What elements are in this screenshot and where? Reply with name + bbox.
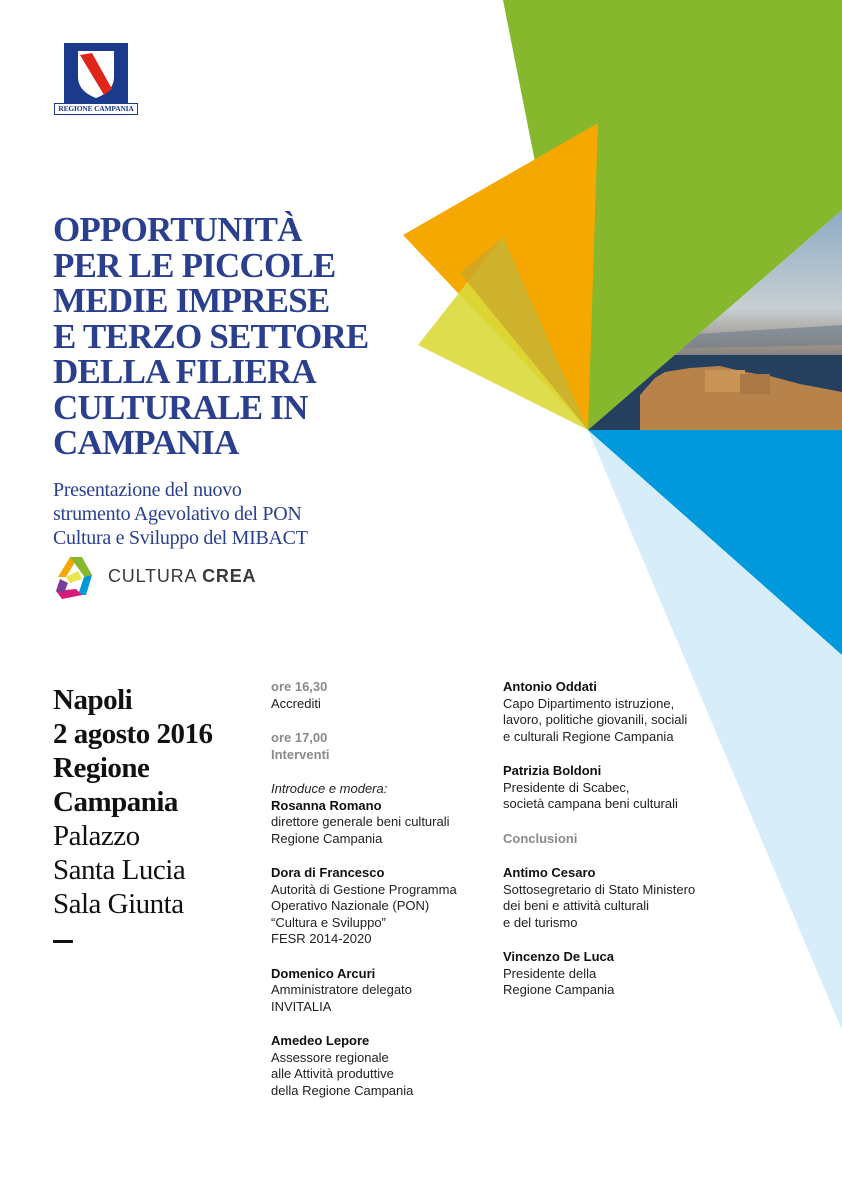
speaker-role: e del turismo [503,914,578,930]
crea-word: CREA [202,566,257,586]
time-label: ore 16,30 [271,679,328,694]
intro-label: Introduce e modera: [271,781,388,796]
speaker-role: alle Attività produttive [271,1066,394,1081]
cultura-crea-wordmark [108,566,256,587]
speaker-role: società campana beni culturali [503,796,678,811]
title-line: MEDIE IMPRESE [53,281,330,320]
speaker-role: Presidente della [503,965,597,981]
speaker-name: Dora di Francesco [271,865,385,880]
speaker-role: Sottosegretario di Stato Ministero [503,881,696,897]
venue-place: Santa Lucia [53,854,186,886]
cultura-crea-logo-icon [52,555,98,601]
venue-place: Palazzo [53,820,140,852]
regione-campania-logo [58,43,134,123]
title-line: CULTURALE IN [53,387,308,427]
speaker-role: Regione Campania [271,830,383,846]
coat-of-arms-icon [64,43,128,105]
conclusions-label: Conclusioni [503,830,578,846]
speaker-name: Vincenzo De Luca [503,949,615,964]
speaker-role: dei beni e attività culturali [503,898,649,913]
venue-org: Campania [53,786,178,818]
subtitle-line: strumento Agevolativo del PON [53,503,302,525]
speaker-name: Rosanna Romano [271,797,382,813]
speaker-role: Capo Dipartimento istruzione, [503,695,675,711]
speaker-name: Amedeo Lepore [271,1033,370,1048]
cultura-word: CULTURA [108,566,197,586]
speaker-role: FESR 2014-2020 [271,931,372,946]
speaker-role: Regione Campania [503,982,615,997]
speaker-role: INVITALIA [271,998,332,1014]
speaker-name: Antonio Oddati [503,679,597,694]
event-subtitle [53,478,383,550]
program-item: Accrediti [271,695,321,711]
time-label: ore 17,00 [271,730,328,745]
speaker-role: Assessore regionale [271,1049,389,1065]
venue-city: Napoli [53,684,133,716]
speaker-name: Patrizia Boldoni [503,763,602,778]
venue-place: Sala Giunta [53,888,184,920]
venue-org: Regione [53,752,150,784]
speaker-role: Presidente di Scabec, [503,779,630,795]
title-line: CAMPANIA [53,423,239,462]
logo-text: REGIONE CAMPANIA [54,103,138,115]
title-line: E TERZO SETTORE [53,316,369,356]
speaker-name: Antimo Cesaro [503,865,596,880]
divider [53,940,73,943]
program-right-column [503,679,743,999]
speaker-name: Domenico Arcuri [271,965,376,981]
title-line: PER LE PICCOLE [53,245,336,285]
speaker-role: Amministratore delegato [271,982,412,997]
speaker-role: e culturali Regione Campania [503,728,674,744]
program-left-column [271,679,491,1099]
speaker-role: direttore generale beni culturali [271,814,450,829]
title-line: OPPORTUNITÀ [53,210,302,249]
program-item: Interventi [271,746,330,762]
subtitle-line: Cultura e Sviluppo del MIBACT [53,527,308,549]
speaker-role: “Cultura e Sviluppo” [271,914,386,930]
speaker-role: della Regione Campania [271,1082,414,1098]
speaker-role: Operativo Nazionale (PON) [271,898,430,913]
title-line: DELLA FILIERA [53,352,316,391]
venue-date: 2 agosto 2016 [53,718,213,750]
event-title [53,212,413,461]
venue-block [53,683,253,921]
speaker-role: Autorità di Gestione Programma [271,881,457,897]
subtitle-line: Presentazione del nuovo [53,479,242,501]
speaker-role: lavoro, politiche giovanili, sociali [503,712,688,727]
